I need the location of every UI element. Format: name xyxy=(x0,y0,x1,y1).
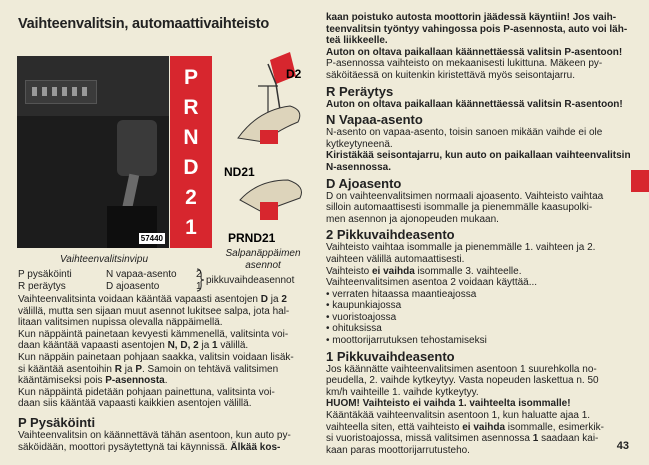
gear-letters-band xyxy=(170,56,212,248)
page-number: 43 xyxy=(616,440,629,452)
legend-brace-label: pikkuvaihdeasennot xyxy=(206,275,295,286)
section-heading-n: N Vapaa-asento xyxy=(326,112,423,128)
body-line: Vaihteenvalitsinta voidaan kääntää vapaasti asentojen D ja 2 xyxy=(18,294,287,305)
body-line: Kääntäkää vaihteenvalitsin asentoon 1, kun haluatte ajaa 1. xyxy=(326,410,591,422)
body-line: välillä, mutta sen sijaan muut asennot lukitsee salpa, jota hal- xyxy=(18,305,290,317)
warning-line: HUOM! Vaihteisto ei vaihda 1. vaihteelta isommalle! xyxy=(326,398,571,410)
body-line: si vuoristoajossa, missä valitsimen asennossa 1 saadaan kai- xyxy=(326,433,599,445)
diagram-caption-line: Salpanäppäimen xyxy=(225,248,301,259)
car-radio xyxy=(25,80,97,104)
body-line: litaan valitsimen nupissa olevalla näppäimellä. xyxy=(18,317,223,329)
body-line: N-asento on vapaa-asento, toisin sanoen mikään vaihde ei ole xyxy=(326,127,603,139)
legend-brace xyxy=(196,268,204,292)
body-line: teä liikkeelle. xyxy=(326,35,388,47)
diagram-caption xyxy=(222,248,304,272)
gear-letter: R xyxy=(183,96,199,119)
gear-letter: 2 xyxy=(185,186,197,209)
bullet-text: ohituksissa xyxy=(332,323,382,335)
body-line: Kun näppäintä pidetään pohjaan painettuna, valitsinta voi- xyxy=(18,386,275,398)
body-line: teenvalitsin työntyy vahingossa pois P-asennosta, auto voi läh- xyxy=(326,23,628,35)
body-line: silloin automaattisesti isommalle ja pienemmälle kaasupolki- xyxy=(326,202,593,214)
bullet-text: vuoristoajossa xyxy=(332,311,397,323)
body-line: daan siis kääntää vapaasti kaikkien asentojen välillä. xyxy=(18,398,252,410)
body-line: Vaihteenvalitsin on käännettävä tähän asentoon, kun auto py- xyxy=(18,429,291,441)
body-line: men asennon ja ajonopeuden mukaan. xyxy=(326,213,499,225)
section-heading-r: R Peräytys xyxy=(326,83,394,99)
section-heading-1: 1 Pikkuvaihdeasento xyxy=(326,348,455,364)
body-line: kääntämiseksi pois P-asennosta. xyxy=(18,375,168,387)
left-column-text xyxy=(18,294,308,453)
gear-legend xyxy=(18,269,204,293)
body-line: peudella, 2. vaihde kytkeytyy. Vasta nopeuden laskettua n. 50 xyxy=(326,375,599,387)
diagram-label-d2: D2 xyxy=(286,67,302,81)
bullet-text: kaupunkiajossa xyxy=(332,300,402,312)
bullet-item: • verraten hitaassa maantieajossa xyxy=(326,288,477,300)
body-line: vaihteen välillä automaattisesti. xyxy=(326,253,465,265)
legend-item: P pysäköinti xyxy=(18,269,72,280)
page-title: Vaihteenvalitsin, automaattivaihteisto xyxy=(18,16,270,32)
body-line: si kääntää asentoihin R ja P. Samoin on tehtävä valitsimen xyxy=(18,363,279,375)
diagram-nd21 xyxy=(224,106,300,179)
text-run: Vaihteisto xyxy=(326,265,372,277)
photo-caption: Vaihteenvalitsinvipu xyxy=(60,254,149,265)
diagram-label-nd21: ND21 xyxy=(224,165,255,179)
section-heading-d: D Ajoasento xyxy=(326,175,402,191)
diagram-caption-line: asennot xyxy=(245,260,281,271)
diagram-prnd21 xyxy=(228,180,302,245)
bullet-item: • vuoristoajossa xyxy=(326,311,397,323)
gear-letter: D xyxy=(183,156,199,179)
body-line xyxy=(326,266,624,278)
body-line: vaihteella siten, että vaihteisto ei vaihda isommalle, esimerkik- xyxy=(326,421,604,433)
body-line: km/h vaihteille 1. vaihde kytkeytyy. xyxy=(326,386,479,398)
legend-item: D ajoasento xyxy=(106,281,160,292)
text-run: isommalle 3. vaihteelle. xyxy=(414,265,522,277)
body-line: kytkeytyneenä. xyxy=(326,138,393,150)
legend-item: N vapaa-asento xyxy=(106,269,177,280)
warning-line: Kiristäkää seisontajarru, kun auto on paikallaan vaihteenvalitsin xyxy=(326,150,631,162)
body-line: Vaihteisto vaihtaa isommalle ja pienemmälle 1. vaihteen ja 2. xyxy=(326,242,596,254)
gear-letter: 1 xyxy=(185,216,197,239)
body-line: säköitäessä on kuitenkin kiristettävä myös seisontajarru. xyxy=(326,69,576,81)
bullet-text: moottorijarrutuksen tehostamiseksi xyxy=(332,335,487,347)
legend-item: 1 xyxy=(196,281,202,292)
gear-letter: P xyxy=(183,66,198,89)
legend-item: R peräytys xyxy=(18,281,66,292)
body-line: daan kääntää vapaasti asentojen N, D, 2 ja 1 välillä. xyxy=(18,340,249,352)
body-line: P-asennossa vaihteisto on mekaanisesti lukittuna. Mäkeen py- xyxy=(326,58,603,70)
body-line: kaan poistuko autosta moottorin jäädessä käyntiin! Jos vaih- xyxy=(326,12,617,23)
warning-line: Auton on oltava paikallaan käännettäessä valitsin R-asentoon! xyxy=(326,98,623,110)
right-column-text xyxy=(326,12,631,456)
warning-line: Auton on oltava paikallaan käännettäessä valitsin P-asentoon! xyxy=(326,46,623,58)
photo-tag: 57440 xyxy=(140,234,163,243)
body-line: Jos käännätte vaihteenvalitsimen asentoon 1 suurehkolla no- xyxy=(326,363,597,375)
gear-letter: N xyxy=(183,126,199,149)
bullet-text: verraten hitaassa maantieajossa xyxy=(332,288,477,300)
section-heading-p: P Pysäköinti xyxy=(18,414,96,430)
warning-line: N-asennossa. xyxy=(326,161,392,173)
bullet-item: • ohituksissa xyxy=(326,323,382,335)
body-line: Kun näppäin painetaan pohjaan saakka, valitsin voidaan lisäk- xyxy=(18,351,294,363)
body-line: Vaihteenvalitsimen asentoa 2 voidaan käyttää... xyxy=(326,277,538,289)
body-line: säköidään, moottori pysäytettynä tai käynnissä. Älkää kos- xyxy=(18,441,281,453)
diagram-label-prnd21: PRND21 xyxy=(228,231,276,245)
body-line: Kun näppäintä painetaan kevyesti kämmenellä, valitsinta voi- xyxy=(18,328,289,340)
section-heading-2: 2 Pikkuvaihdeasento xyxy=(326,227,455,243)
body-line: D on vaihteenvalitsimen normaali ajoasento. Vaihteisto vaihtaa xyxy=(326,190,604,202)
text-run-bold: ei vaihda xyxy=(371,265,415,277)
gear-knob xyxy=(117,120,157,176)
section-tab-marker xyxy=(631,170,649,192)
bullet-item: • kaupunkiajossa xyxy=(326,300,402,312)
legend-item: 2 xyxy=(196,269,202,280)
body-line: kaan paras moottorijarrutusteho. xyxy=(326,444,470,456)
gear-selector-photo xyxy=(17,56,169,248)
button-position-diagrams xyxy=(218,30,318,245)
bullet-item: • moottorijarrutuksen tehostamiseksi xyxy=(326,335,487,347)
